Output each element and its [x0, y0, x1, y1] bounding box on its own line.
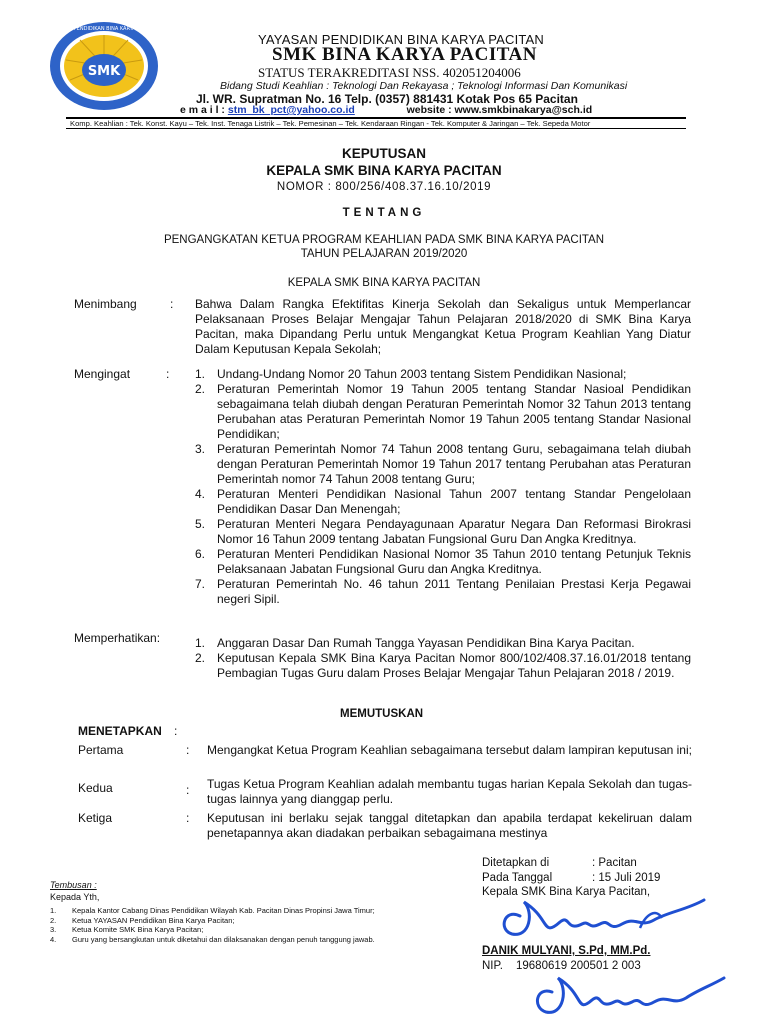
contact-line [180, 104, 592, 116]
kedua-colon: : [186, 783, 190, 797]
pertama-text: Mengangkat Ketua Program Keahlian sebagaimana tersebut dalam lampiran keputusan ini; [207, 743, 692, 757]
email-link[interactable]: stm_bk_pct@yahoo.co.id [227, 104, 355, 116]
list-item [195, 577, 691, 607]
list-item-text: Peraturan Menteri Pendidikan Nasional Nomor 35 Tahun 2010 tentang Petunjuk Teknis Pelaksanaan Jabatan Fungsional Guru dan Angka Kreditnya. [217, 547, 691, 576]
pertama-label: Pertama [78, 743, 124, 757]
list-item [195, 382, 691, 442]
menetapkan-colon: : [174, 724, 178, 738]
list-item [50, 925, 400, 935]
list-item-text: Peraturan Menteri Pendidikan Nasional Tahun 2007 tentang Standar Pengelolaan Pendidikan Dasar Dan Menengah; [217, 487, 691, 516]
list-item [195, 636, 691, 651]
mengingat-list [195, 367, 691, 607]
list-item [50, 935, 400, 945]
list-item-number: 6. [195, 547, 206, 561]
email-label: e m a i l : [180, 104, 225, 116]
header-divider-thin [66, 128, 686, 129]
website-link[interactable]: www.smkbinakarya@sch.id [454, 104, 593, 116]
pertama-colon: : [186, 743, 190, 757]
tembusan-block [50, 880, 400, 944]
doc-issuer: KEPALA SMK BINA KARYA PACITAN [266, 163, 502, 178]
list-item-text: Peraturan Pemerintah Nomor 19 Tahun 2005 tentang Standar Nasioal Pendidikan sebagaimana telah diubah dengan Peraturan Pemerintah Nomor 32 Tahun 2013 tentang Perubahan atas Peraturan Pemerintah Nomor 19 Tahun 2005 tentang Standar Nasional Pendidikan; [217, 382, 691, 441]
logo-ring-text: YAYASAN PENDIDIKAN BINA KARYA PACITAN [49, 26, 159, 32]
school-name: SMK BINA KARYA PACITAN [272, 44, 537, 65]
nip-value: 19680619 200501 2 003 [516, 960, 641, 972]
list-item-text: Ketua YAYASAN Pendidikan Bina Karya Pacitan; [72, 915, 235, 925]
list-item-number: 2. [195, 382, 206, 396]
nip-label: NIP. [482, 960, 503, 972]
signatory-name: DANIK MULYANI, S.Pd, MM.Pd. [482, 945, 651, 957]
logo-text: SMK [87, 64, 121, 79]
competency-list: Komp. Keahlian : Tek. Konst. Kayu – Tek. Inst. Tenaga Listrik – Tek. Pemesinan – Tek. Kendaraan Ringan - Tek. Komputer & Jaringan – Tek. Sepeda Motor [70, 119, 591, 128]
mengingat-colon: : [166, 367, 170, 381]
memutuskan-heading: MEMUTUSKAN [340, 708, 424, 720]
list-item-number: 2. [195, 651, 206, 665]
list-item-number: 1. [195, 636, 206, 650]
menetapkan-label: MENETAPKAN [78, 724, 162, 738]
list-item [195, 651, 691, 681]
list-item-number: 1. [195, 367, 206, 381]
list-item-number: 3. [50, 925, 57, 934]
tembusan-list [50, 906, 400, 944]
tentang-heading: TENTANG [342, 207, 426, 219]
kedua-text: Tugas Ketua Program Keahlian adalah membantu tugas harian Kepala Sekolah dan tugas-tugas lainnya yang dianggap perlu. [207, 777, 692, 806]
list-item [195, 367, 691, 382]
tembusan-title: Tembusan : [50, 880, 97, 890]
ketiga-colon: : [186, 811, 190, 825]
list-item-number: 5. [195, 517, 206, 531]
ketiga-text: Keputusan ini berlaku sejak tanggal ditetapkan dan apabila terdapat kekeliruan dalam penetapannya akan diadakan perbaikan sebagaimana mestinya [207, 811, 692, 840]
memperhatikan-list [195, 636, 691, 681]
memperhatikan-label: Memperhatikan: [74, 631, 161, 645]
list-item [50, 906, 400, 916]
website-label: website : [406, 104, 452, 116]
subject-line-2: TAHUN PELAJARAN 2019/2020 [300, 248, 468, 260]
school-address: Jl. WR. Supratman No. 16 Telp. (0357) 881431 Kotak Pos 65 Pacitan [196, 92, 578, 106]
school-logo [48, 18, 160, 114]
list-item [195, 517, 691, 547]
signature-image-2 [528, 966, 728, 1022]
signature-image [490, 888, 720, 948]
list-item-text: Undang-Undang Nomor 20 Tahun 2003 tentang Sistem Pendidikan Nasional; [217, 367, 627, 381]
list-item-number: 3. [195, 442, 206, 456]
menimbang-label: Menimbang [74, 297, 137, 311]
list-item-number: 7. [195, 577, 206, 591]
list-item [195, 547, 691, 577]
subject-line-1: PENGANGKATAN KETUA PROGRAM KEAHLIAN PADA SMK BINA KARYA PACITAN [163, 234, 605, 246]
list-item [195, 442, 691, 487]
list-item-number: 4. [195, 487, 206, 501]
accreditation-status: STATUS TERAKREDITASI NSS. 402051204006 [258, 65, 521, 80]
list-item-number: 4. [50, 934, 57, 944]
ditetapkan-value: : Pacitan [592, 857, 637, 869]
list-item-text: Guru yang bersangkutan untuk diketahui dan dilaksanakan dengan penuh tanggung jawab. [72, 934, 375, 944]
ketiga-label: Ketiga [78, 811, 113, 825]
list-item-text: Anggaran Dasar Dan Rumah Tangga Yayasan Pendidikan Bina Karya Pacitan. [217, 636, 635, 650]
ditetapkan-label: Ditetapkan di [482, 857, 550, 869]
signatory-position: Kepala SMK Bina Karya Pacitan, [482, 886, 651, 898]
list-item-text: Kepala Kantor Cabang Dinas Pendidikan Wilayah Kab. Pacitan Dinas Propinsi Jawa Timur; [72, 906, 375, 915]
mengingat-label: Mengingat [74, 367, 131, 381]
list-item-text: Keputusan Kepala SMK Bina Karya Pacitan Nomor 800/102/408.37.16.01/2018 tentang Pembagian Tugas Guru dalam Proses Belajar Mengajar Tahun Pelajaran 2018 / 2019. [217, 651, 691, 680]
list-item [195, 487, 691, 517]
tanggal-label: Pada Tanggal [482, 872, 553, 884]
menimbang-text: Bahwa Dalam Rangka Efektifitas Kinerja Sekolah dan Sekaligus untuk Memperlancar Pelaksanaan Proses Belajar Mengajar Tahun Pelajaran 2018/2020 di SMK Bina Karya Pacitan, maka Dipandang Perlu untuk Mengangkat Ketua Program Keahlian Yang Diatur Dalam Keputusan Kepala Sekolah; [195, 297, 691, 356]
list-item-number: 2. [50, 915, 57, 925]
tembusan-kepada: Kepada Yth, [50, 892, 100, 902]
list-item-text: Peraturan Pemerintah Nomor 74 Tahun 2008 tentang Guru, sebagaimana telah diubah dengan Peraturan Pemerintah Nomor 19 Tahun 2017 tentang Perubahan atas Peraturan Pemerintah nomor 74 Tahun 2008 tentang Guru; [217, 442, 691, 486]
menimbang-colon: : [170, 297, 174, 311]
list-item-text: Peraturan Pemerintah No. 46 tahun 2011 Tentang Penilaian Prestasi Kerja Pegawai negeri Sipil. [217, 577, 691, 606]
foundation-name: YAYASAN PENDIDIKAN BINA KARYA PACITAN [258, 32, 545, 47]
doc-number: NOMOR : 800/256/408.37.16.10/2019 [276, 181, 492, 193]
list-item-text: Ketua Komite SMK Bina Karya Pacitan; [72, 925, 204, 934]
list-item [50, 916, 400, 926]
list-item-number: 1. [50, 906, 57, 915]
study-fields: Bidang Studi Keahlian : Teknologi Dan Rekayasa ; Teknologi Informasi Dan Komunikasi [220, 80, 628, 92]
list-item-text: Peraturan Menteri Negara Pendayagunaan Aparatur Negara Dan Reformasi Birokrasi Nomor 16 Tahun 2009 tentang Jabatan Fungsional Guru Dan Angka Kreditnya. [217, 517, 691, 546]
issuer-heading: KEPALA SMK BINA KARYA PACITAN [287, 277, 481, 289]
doc-title: KEPUTUSAN [341, 146, 426, 161]
tanggal-value: : 15 Juli 2019 [592, 872, 661, 884]
kedua-label: Kedua [78, 781, 113, 795]
